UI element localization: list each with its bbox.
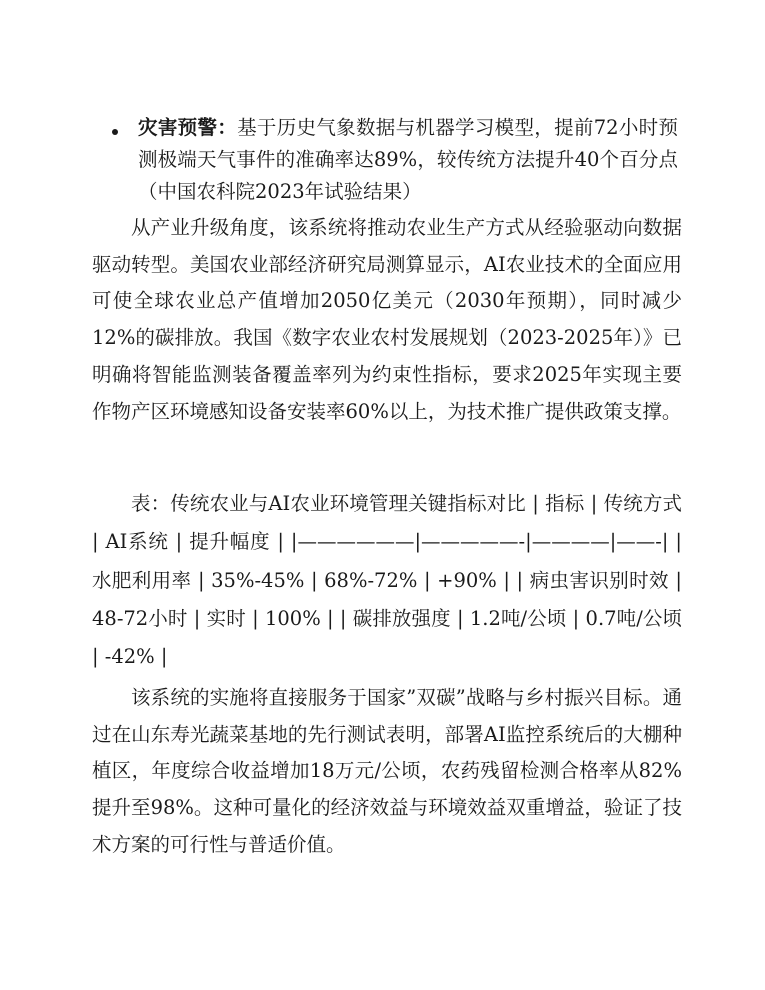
- bullet-dot-icon: [112, 129, 118, 135]
- paragraph-implementation: 该系统的实施将直接服务于国家”双碳”战略与乡村振兴目标。通过在山东寿光蔬菜基地的先行测试表明，部署AI监控系统后的大棚种植区，年度综合收益增加18万元/公顷，农药残留检测合格率从82%提升至98%。这种可量化的经济效益与环境效益双重增益，验证了技术方案的可行性与普适价值。: [92, 686, 682, 856]
- bullet-body: 基于历史气象数据与机器学习模型，提前72小时预测极端天气事件的准确率达89%，较传统方法提升40个百分点（中国农科院2023年试验结果）: [138, 116, 678, 203]
- paragraph-comparison-table: 表：传统农业与AI农业环境管理关键指标对比 | 指标 | 传统方式 | AI系统 | 提升幅度 | |——————|—————-|————|——-| | 水肥利用率 | 35%-45% | 68%-72% | +90% | | 病虫害识别时效 | 48-72小时 | 实时 | 100% | | 碳排放强度 | 1.2吨/公顷 | 0.7吨/公顷 | -42% |: [92, 492, 682, 669]
- bullet-label: 灾害预警：: [138, 116, 238, 139]
- bullet-text: [138, 112, 678, 208]
- paragraph-industry-upgrade: 从产业升级角度，该系统将推动农业生产方式从经验驱动向数据驱动转型。美国农业部经济研究局测算显示，AI农业技术的全面应用可使全球农业总产值增加2050亿美元（2030年预期），同时减少12%的碳排放。我国《数字农业农村发展规划（2023-2025年）》已明确将智能监测装备覆盖率列为约束性指标，要求2025年实现主要作物产区环境感知设备安装率60%以上，为技术推广提供政策支撑。: [92, 216, 682, 423]
